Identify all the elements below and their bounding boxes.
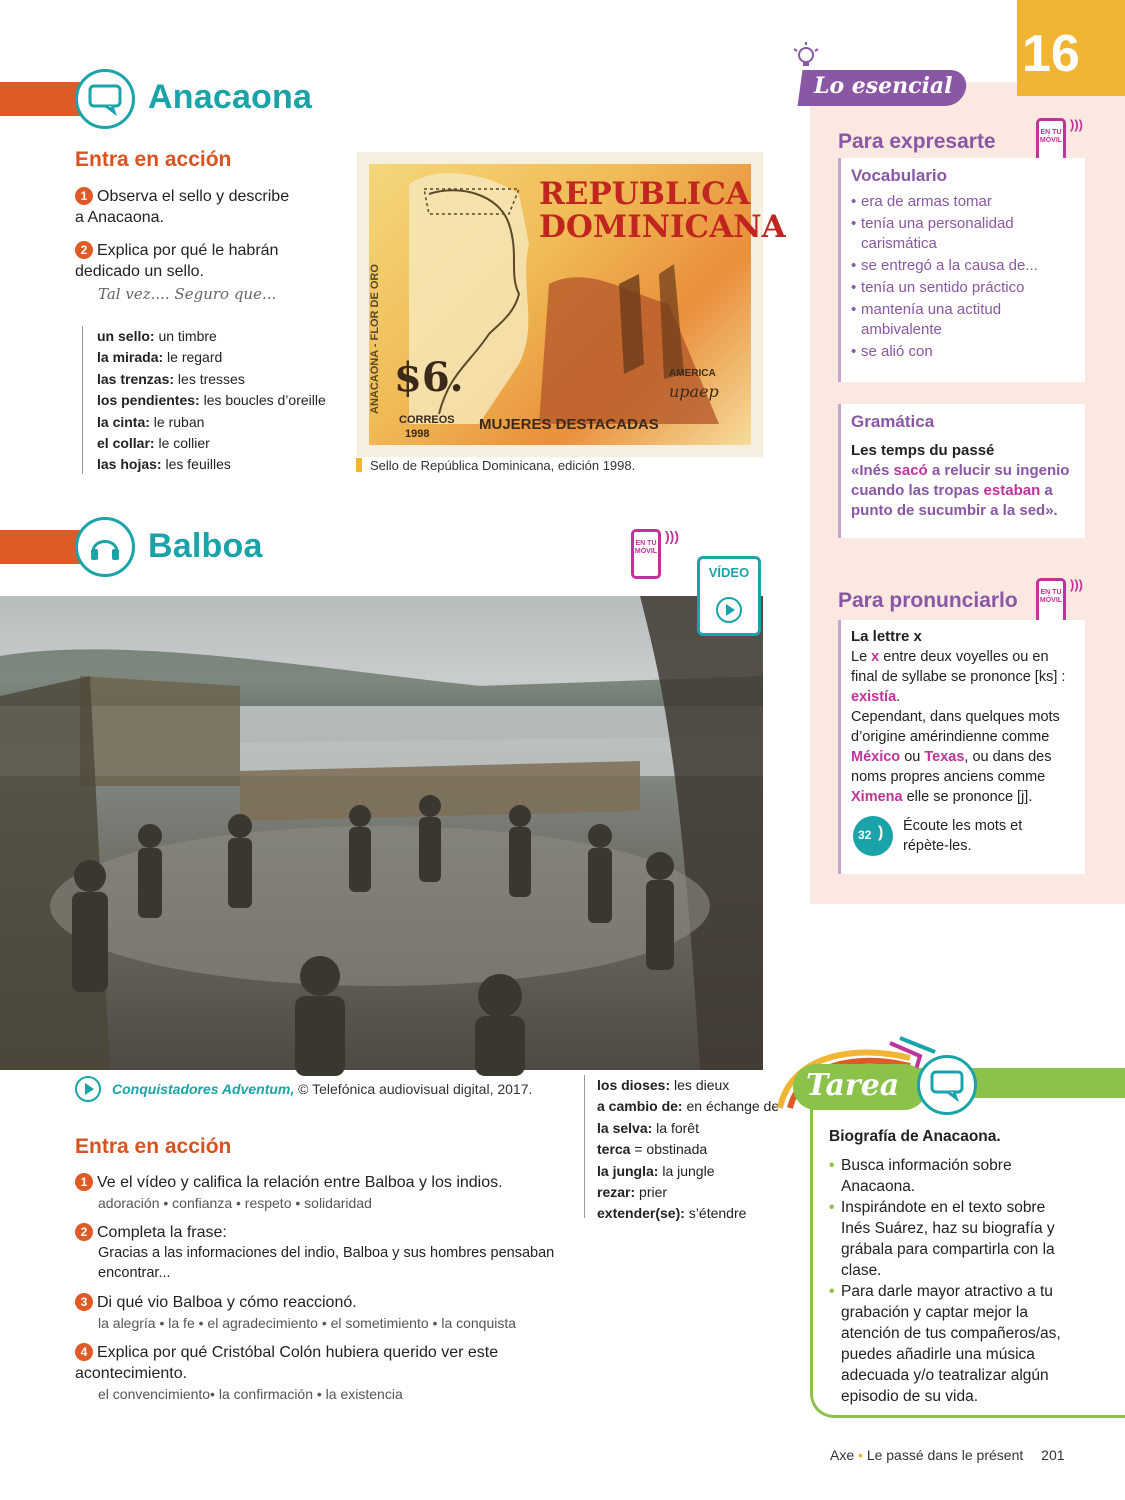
play-icon — [716, 597, 742, 623]
audio-icon[interactable] — [853, 816, 893, 856]
glossary-term: a cambio de: — [597, 1098, 683, 1115]
pronunciarlo-card — [838, 620, 1085, 874]
question-number: 2 — [75, 241, 93, 259]
text-run: , ou dans des noms propres anciens comme — [851, 749, 1052, 785]
glossary-rule — [584, 1075, 585, 1218]
vocabulario-title: Vocabulario — [851, 166, 948, 185]
play-icon[interactable] — [75, 1076, 101, 1102]
question-hint: la alegría • la fe • el agradecimiento • el sometimiento • la conquista — [98, 1315, 517, 1331]
quote-text: a punto de sucumbir a la sed». — [851, 482, 1058, 519]
question-hint: adoración • confianza • respeto • solidaridad — [98, 1195, 372, 1211]
speech-bubble-icon — [75, 69, 135, 129]
glossary-entry — [597, 1118, 779, 1139]
glossary-definition: les boucles d’oreille — [199, 392, 326, 409]
audio-text: Écoute les mots et répète-les. — [903, 818, 1023, 854]
glossary-definition: = obstinada — [630, 1141, 708, 1158]
highlight: Ximena — [851, 789, 903, 805]
question-text: Explica por qué Cristóbal Colón hubiera querido ver este acontecimiento. — [75, 1344, 499, 1382]
stamp-subtitle: MUJERES DESTACADAS — [479, 416, 659, 433]
glossary-term: el collar: — [97, 435, 155, 452]
glossary-term: la mirada: — [97, 349, 164, 366]
glossary-term: un sello: — [97, 328, 155, 344]
glossary-entry — [97, 369, 326, 390]
quote-text: «Inés — [851, 462, 894, 479]
letter-title: La lettre x — [851, 628, 922, 645]
balboa-questions — [75, 1172, 565, 1413]
glossary-definition: le ruban — [149, 413, 205, 430]
question-text: Di qué vio Balboa y cómo reaccionó. — [97, 1294, 357, 1311]
highlight: existía — [851, 689, 897, 705]
tarea-list — [829, 1155, 1075, 1407]
glossary-entry — [597, 1161, 779, 1182]
glossary-definition: s’étendre — [684, 1205, 747, 1222]
glossary-definition: le collier — [154, 435, 210, 452]
highlight: Texas — [924, 749, 965, 765]
film-still-image — [0, 596, 763, 1070]
esencial-banner-text: Lo esencial — [814, 73, 953, 99]
action-title: Entra en acción — [75, 148, 232, 171]
text-run: elle se prononce [j]. — [902, 789, 1033, 805]
gramatica-card — [838, 404, 1085, 538]
glossary-term: la cinta: — [97, 413, 150, 430]
glossary-entry — [97, 412, 326, 433]
glossary-definition: la forêt — [652, 1119, 699, 1136]
gramatica-title: Gramática — [851, 412, 935, 431]
stamp-correos: CORREOS — [399, 414, 455, 426]
glossary-definition: les dieux — [670, 1077, 730, 1093]
glossary-entry — [597, 1182, 779, 1203]
glossary-entry — [597, 1203, 779, 1224]
section-title-anacaona: Anacaona — [148, 78, 313, 116]
mobile-icon[interactable] — [631, 529, 661, 579]
speech-bubble-icon — [917, 1055, 977, 1115]
vocabulario-list — [851, 192, 1075, 362]
question-number: 3 — [75, 1293, 93, 1311]
glossary-term: terca — [597, 1141, 631, 1158]
question-hint: Gracias a las informaciones del indio, Balboa y sus hombres pensaban encontrar... — [98, 1245, 555, 1281]
glossary-entry — [97, 433, 326, 454]
glossary-definition: en échange de — [682, 1098, 780, 1115]
stamp-side-text: ANACAONA - FLOR DE ORO — [369, 264, 381, 414]
tarea-item: • Busca información sobre Anacaona. — [829, 1155, 1075, 1197]
highlight: x — [871, 649, 880, 665]
handwritten-hint: Tal vez.... Seguro que... — [98, 285, 277, 303]
tarea-label: Tarea — [806, 1068, 900, 1103]
stamp-country: REPUBLICA DOMINICANA — [539, 176, 786, 245]
stamp-year: 1998 — [405, 428, 430, 440]
question-2 — [75, 240, 305, 282]
vocabulario-card — [838, 158, 1085, 382]
question-text: Ve el vídeo y califica la relación entre Balboa y los indios. — [97, 1174, 503, 1191]
glossary-term: las hojas: — [97, 456, 162, 473]
mobile-badge-text: EN TU MÓVIL — [1039, 129, 1063, 144]
section-title-balboa: Balboa — [148, 527, 263, 565]
question-1 — [75, 186, 295, 228]
glossary-entry — [97, 347, 326, 368]
stamp-price: $6. — [394, 354, 464, 401]
vocabulario-item: • mantenía una actitud ambivalente — [851, 300, 1075, 340]
stamp-america: AMERICA — [669, 368, 716, 379]
glossary-definition: un timbre — [154, 328, 217, 344]
film-credit-title: Conquistadores Adventum, — [112, 1081, 295, 1097]
headphones-icon — [75, 517, 135, 577]
text-run: entre deux voyelles ou en final de syllabe se prononce [ks] : — [851, 649, 1066, 685]
question-4 — [75, 1342, 565, 1404]
gramatica-quote — [851, 461, 1075, 521]
vocabulario-item: • era de armas tomar — [851, 192, 1075, 212]
text-run: Le — [851, 649, 872, 665]
question-number: 4 — [75, 1343, 93, 1361]
signal-icon: ))) — [1070, 577, 1083, 592]
question-number: 1 — [75, 1173, 93, 1191]
glossary-definition: la jungle — [658, 1162, 715, 1179]
film-credit-rest: © Telefónica audiovisual digital, 2017. — [294, 1081, 533, 1097]
quote-text: a relucir su ingenio cuando las tropas — [851, 462, 1070, 499]
glossary-balboa — [597, 1075, 779, 1225]
question-text: Observa el sello y describe a Anacaona. — [75, 188, 290, 226]
audio-track-number: 32 — [858, 828, 872, 842]
glossary-entry — [597, 1075, 779, 1096]
question-number: 2 — [75, 1223, 93, 1241]
question-text: Explica por qué le habrán dedicado un sello. — [75, 242, 279, 280]
glossary-term: los dioses: — [597, 1077, 671, 1093]
glossary-term: extender(se): — [597, 1205, 685, 1222]
glossary-entry — [97, 326, 326, 347]
video-label: VÍDEO — [708, 565, 750, 580]
vocabulario-item: • se alió con — [851, 342, 1075, 362]
stamp-caption: Sello de República Dominicana, edición 1998. — [370, 458, 636, 473]
glossary-rule — [82, 326, 83, 474]
glossary-definition: prier — [635, 1184, 668, 1201]
stamp-upaep: upaep — [669, 382, 719, 401]
quote-verb: sacó — [893, 462, 928, 479]
footer — [830, 1447, 1065, 1463]
glossary-definition: les tresses — [174, 370, 245, 387]
glossary-term: las trenzas: — [97, 370, 175, 387]
question-1 — [75, 1172, 565, 1213]
unit-number: 16 — [1022, 25, 1080, 83]
question-2 — [75, 1222, 565, 1283]
glossary-term: rezar: — [597, 1184, 636, 1201]
action-title: Entra en acción — [75, 1135, 232, 1158]
mobile-badge-text: EN TU MÓVIL — [1039, 589, 1063, 604]
text-run: ou — [900, 749, 925, 765]
signal-icon: ))) — [665, 528, 679, 544]
mobile-badge-text: EN TU MÓVIL — [634, 540, 658, 555]
question-3 — [75, 1292, 565, 1333]
footer-bullet: • — [858, 1447, 863, 1463]
video-button[interactable] — [697, 556, 761, 636]
vocabulario-item: • tenía un sentido práctico — [851, 278, 1075, 298]
glossary-term: la selva: — [597, 1119, 653, 1136]
signal-icon: ))) — [1070, 117, 1083, 132]
glossary-definition: le regard — [163, 349, 223, 366]
highlight: México — [851, 749, 901, 765]
page-number: 201 — [1041, 1447, 1065, 1463]
question-number: 1 — [75, 187, 93, 205]
expresarte-title: Para expresarte — [838, 130, 996, 153]
footer-axe: Axe — [830, 1447, 855, 1463]
question-text: Completa la frase: — [97, 1224, 227, 1241]
caption-marker — [356, 458, 362, 472]
sound-waves-icon: ) — [878, 824, 884, 841]
quote-verb: estaban — [983, 482, 1041, 499]
glossary-term: la jungla: — [597, 1162, 659, 1179]
tarea-item: • Inspirándote en el texto sobre Inés Suárez, haz su biografía y grábala para compartirla con la clase. — [829, 1197, 1075, 1281]
stamp-image — [357, 152, 786, 457]
glossary-anacaona — [97, 326, 326, 476]
vocabulario-item: • tenía una personalidad carismática — [851, 214, 1075, 254]
tarea-title: Biografía de Anacaona. — [829, 1128, 1001, 1145]
glossary-entry — [97, 454, 326, 475]
glossary-entry — [597, 1096, 779, 1117]
pronunciation-text: Le x entre deux voyelles ou en final de syllabe se prononce [ks] : existía. Cependant, dans quelques mots d’origine amérindienne comme México ou Texas, ou dans des noms propres anciens comme Ximena elle se prononce [j]. — [851, 649, 1066, 805]
vocabulario-item: • se entregó a la causa de... — [851, 256, 1075, 276]
footer-title: Le passé dans le présent — [866, 1447, 1024, 1463]
pronunciarlo-title: Para pronunciarlo — [838, 589, 1018, 612]
glossary-entry — [597, 1139, 779, 1160]
film-credit — [112, 1081, 532, 1097]
question-hint: el convencimiento• la confirmación • la existencia — [98, 1386, 403, 1402]
tarea-item: • Para darle mayor atractivo a tu grabación y captar mejor la atención de tus compañeros/as, puedes añadirle una música adecuada y/o teatralizar algún episodio de su vida. — [829, 1281, 1075, 1407]
glossary-definition: les feuilles — [161, 456, 231, 473]
text-run: Cependant, dans quelques mots d’origine amérindienne comme — [851, 709, 1060, 745]
glossary-term: los pendientes: — [97, 392, 200, 409]
gramatica-subtitle: Les temps du passé — [851, 442, 995, 459]
glossary-entry — [97, 390, 326, 411]
